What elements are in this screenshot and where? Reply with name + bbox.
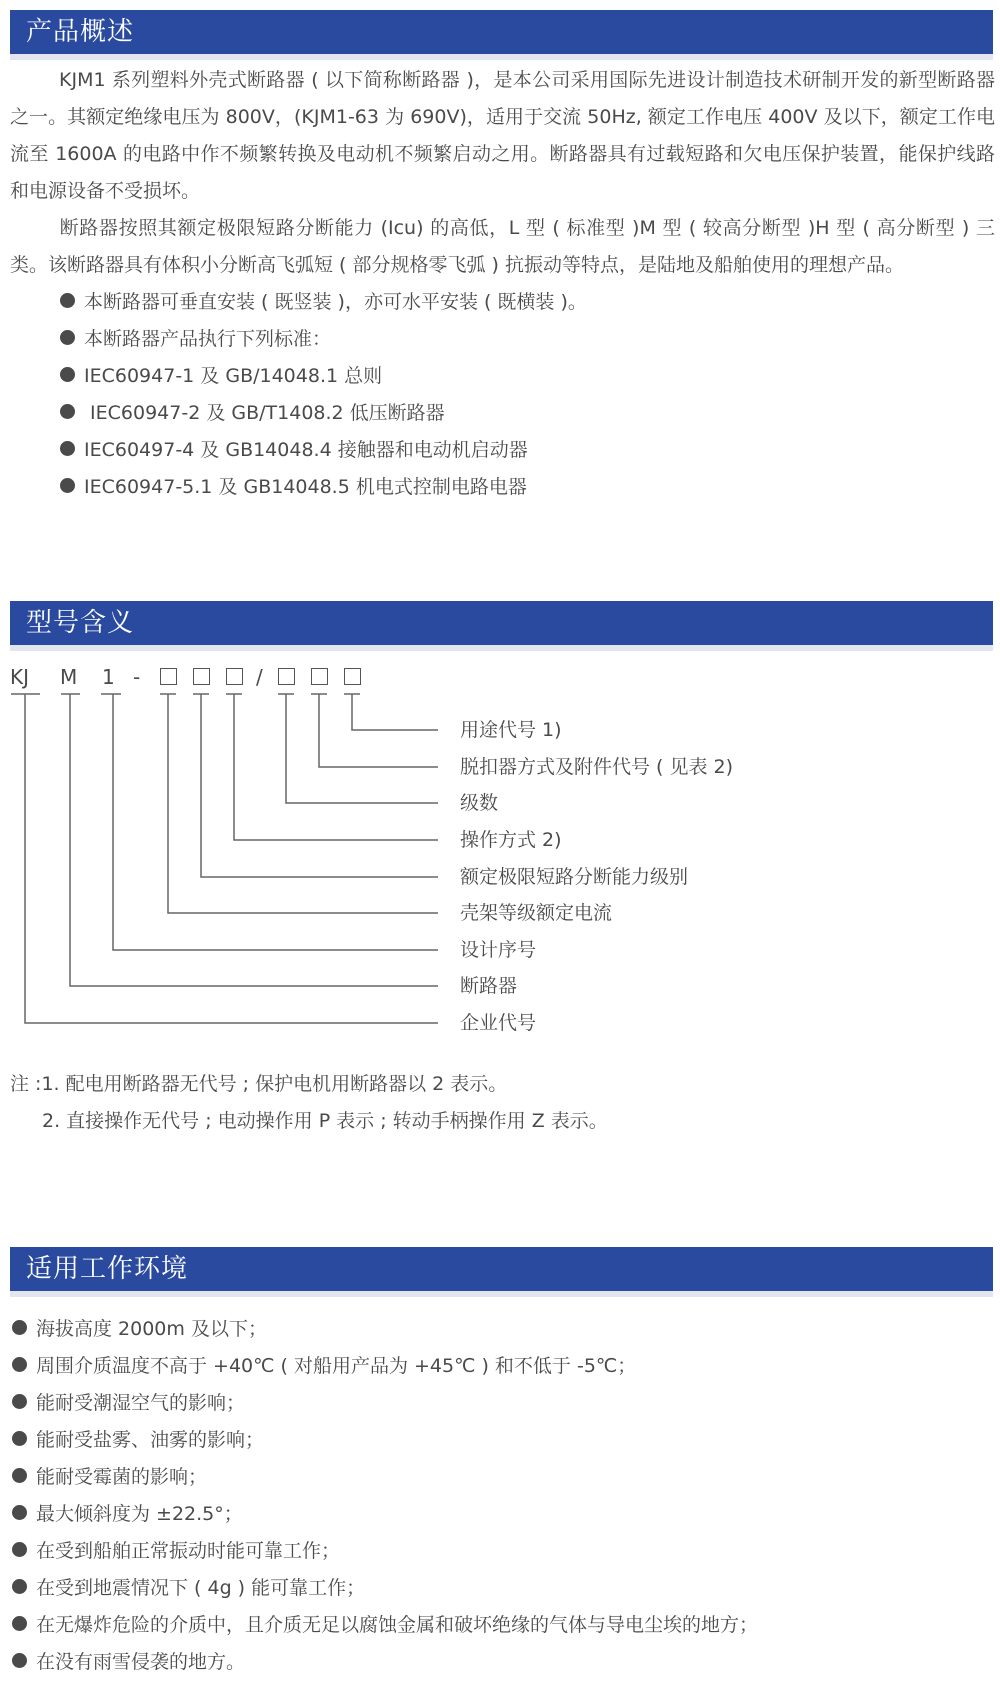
section-header-environment xyxy=(10,1247,993,1297)
model-label-breaking-capacity: 额定极限短路分断能力级别 xyxy=(460,866,689,888)
model-label-trip-type: 脱扣器方式及附件代号 ( 见表 2) xyxy=(460,756,734,778)
list-item: 在没有雨雪侵袭的地方。 xyxy=(12,1644,758,1681)
overview-paragraph-1: KJM1 系列塑料外壳式断路器 ( 以下简称断路器 )，是本公司采用国际先进设计制造技术研制开发的新型断路器之一。其额定绝缘电压为 800V，(KJM1-63 为 690V)，适用于交流 50Hz, 额定工作电压 400V 及以下，额定工作电流至 1600A 的电路中作不频繁转换及电动机不频繁启动之用。断路器具有过载短路和欠电压保护装置，能保护线路和电源设备不受损坏。 xyxy=(10,69,995,202)
model-note-1: 注 :1. 配电用断路器无代号 ; 保护电机用断路器以 2 表示。 xyxy=(10,1073,508,1095)
list-item: IEC60947-2 及 GB/T1408.2 低压断路器 xyxy=(60,395,587,432)
list-item: 最大倾斜度为 ±22.5°； xyxy=(12,1496,758,1533)
model-label-breaker: 断路器 xyxy=(460,975,518,997)
bullet-dot-icon xyxy=(12,1357,27,1372)
code-1: 1 xyxy=(102,665,115,689)
bullet-dot-icon xyxy=(12,1320,27,1335)
bullet-dot-icon xyxy=(12,1653,27,1668)
list-item: 海拔高度 2000m 及以下； xyxy=(12,1311,758,1348)
section-title-model: 型号含义 xyxy=(26,608,135,638)
list-item: 本断路器产品执行下列标准： xyxy=(60,321,587,358)
list-item: 在受到船舶正常振动时能可靠工作； xyxy=(12,1533,758,1570)
list-item: 能耐受霉菌的影响； xyxy=(12,1459,758,1496)
bullet-dot-icon xyxy=(12,1431,27,1446)
model-label-company-code: 企业代号 xyxy=(460,1012,537,1034)
model-label-poles: 级数 xyxy=(460,792,499,814)
list-item: IEC60947-5.1 及 GB14048.5 机电式控制电路电器 xyxy=(60,469,587,506)
section-title-environment: 适用工作环境 xyxy=(26,1254,189,1284)
bullet-dot-icon xyxy=(12,1468,27,1483)
code-kj: KJ xyxy=(10,665,30,689)
environment-bullet-list xyxy=(12,1311,758,1681)
code-m: M xyxy=(60,665,78,689)
model-note-2: 2. 直接操作无代号 ; 电动操作用 P 表示 ; 转动手柄操作用 Z 表示。 xyxy=(42,1110,608,1132)
section-title-overview: 产品概述 xyxy=(26,17,135,47)
overview-paragraph-2: 断路器按照其额定极限短路分断能力 (Icu) 的高低，L 型 ( 标准型 )M 型 ( 较高分断型 )H 型 ( 高分断型 ) 三类。该断路器具有体积小分断高飞弧短 ( 部分规格零飞弧 ) 抗振动等特点，是陆地及船舶使用的理想产品。 xyxy=(10,217,995,276)
model-label-design-number: 设计序号 xyxy=(460,939,537,961)
model-label-operation: 操作方式 2) xyxy=(460,829,562,851)
code-slash: / xyxy=(256,665,263,689)
bullet-dot-icon xyxy=(12,1505,27,1520)
list-item: IEC60947-1 及 GB/14048.1 总则 xyxy=(60,358,587,395)
model-label-frame-current: 壳架等级额定电流 xyxy=(460,902,613,924)
bullet-dot-icon xyxy=(12,1394,27,1409)
list-item: 能耐受盐雾、油雾的影响； xyxy=(12,1422,758,1459)
list-item: IEC60497-4 及 GB14048.4 接触器和电动机启动器 xyxy=(60,432,587,469)
list-item: 周围介质温度不高于 +40℃ ( 对船用产品为 +45℃ ) 和不低于 -5℃； xyxy=(12,1348,758,1385)
model-label-usage: 用途代号 1) xyxy=(460,719,562,741)
code-dash: - xyxy=(133,665,141,689)
bullet-dot-icon xyxy=(12,1616,27,1631)
list-item: 本断路器可垂直安装 ( 既竖装 )，亦可水平安装 ( 既横装 )。 xyxy=(60,284,587,321)
list-item: 在无爆炸危险的介质中，且介质无足以腐蚀金属和破坏绝缘的气体与导电尘埃的地方； xyxy=(12,1607,758,1644)
bullet-dot-icon xyxy=(12,1542,27,1557)
bullet-dot-icon xyxy=(12,1579,27,1594)
list-item: 在受到地震情况下 ( 4g ) 能可靠工作； xyxy=(12,1570,758,1607)
list-item: 能耐受潮湿空气的影响； xyxy=(12,1385,758,1422)
